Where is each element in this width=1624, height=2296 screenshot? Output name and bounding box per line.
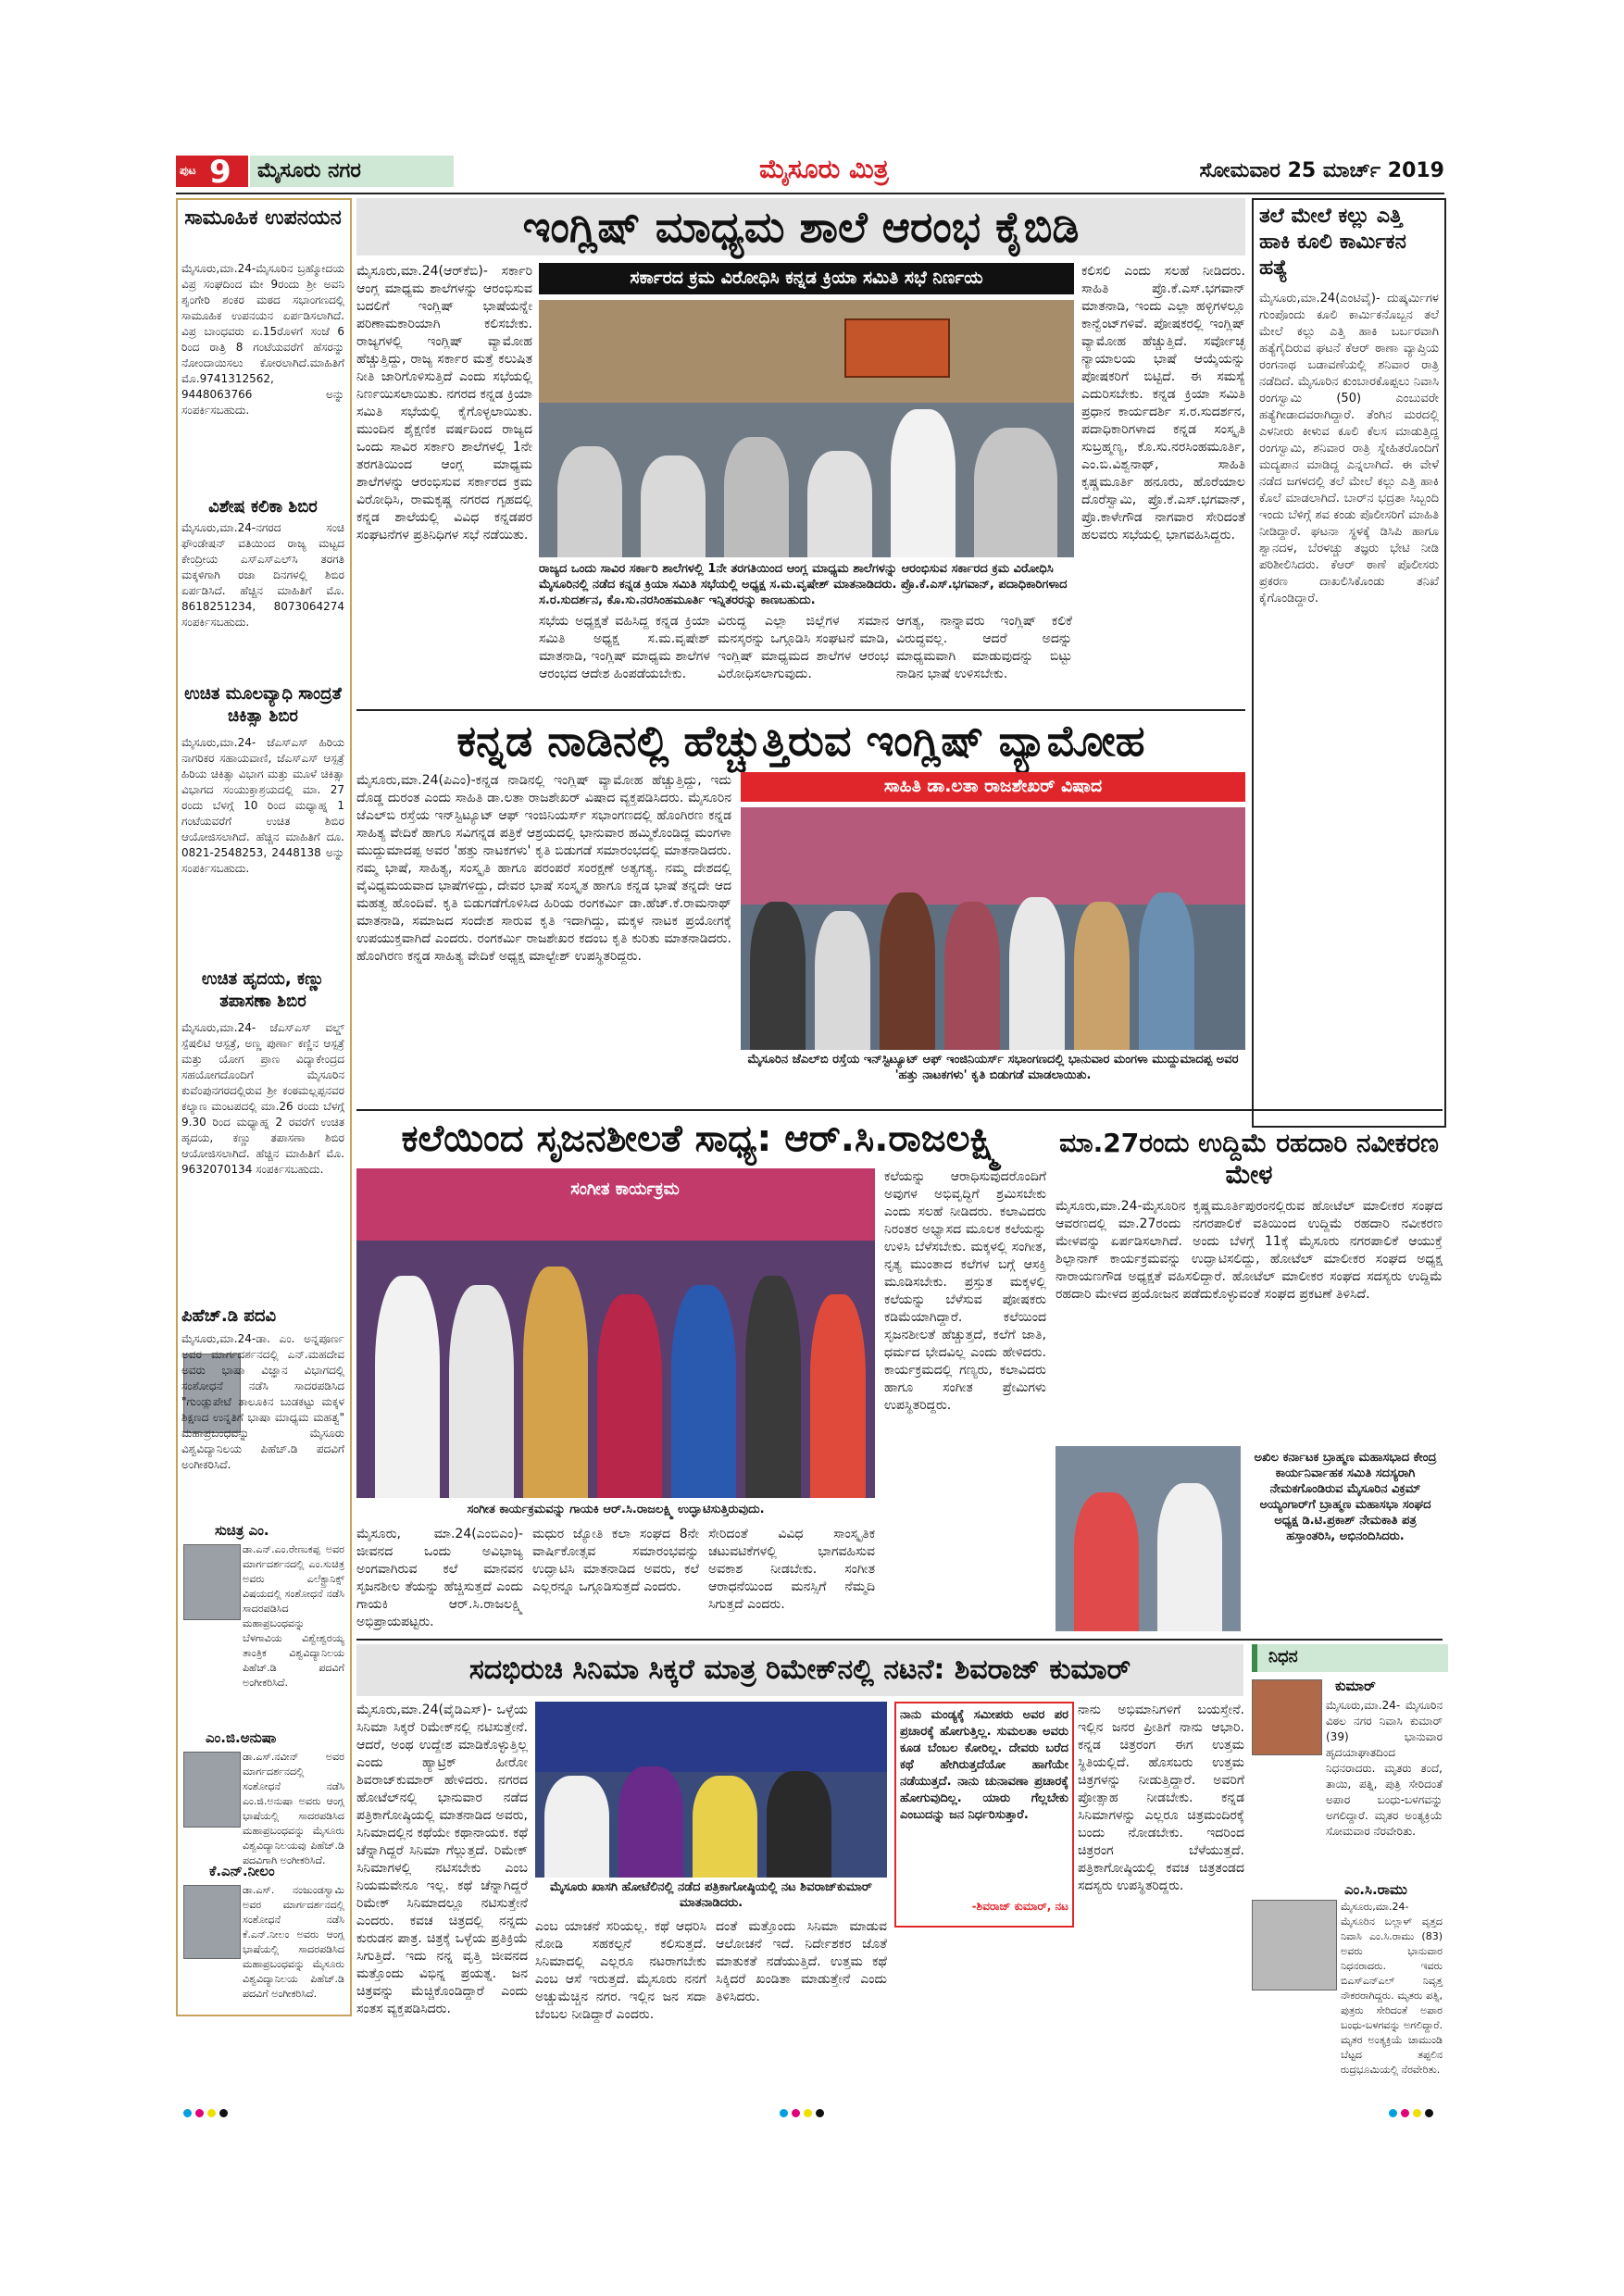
left-box5-intro: ಮೈಸೂರು,ಮಾ.24-ಡಾ. ಎಂ. ಅನ್ನಪೂರ್ಣ ಅವರ ಮಾರ್ಗದರ್ಶನದಲ್ಲಿ ಎನ್.ಮಹದೇವ ಅವರು ಭಾಷಾ ವಿಜ್ಞಾನ ವಿಭಾಗದಲ್ಲಿ ಸಂಶೋಧನೆ ನಡೆಸಿ ಸಾದರಪಡಿಸಿದ "ಗುಂಡ್ಲುಪೇಟೆ ತಾಲೂಕಿನ ಬುಡಕಟ್ಟು ಮಕ್ಕಳ ಶಿಕ್ಷಣದ ಉನ್ನತಿಗೆ ಭಾಷಾ ಮಾಧ್ಯಮ ಮಹತ್ವ" ಮಹಾಪ್ರಬಂಧವನ್ನು ಮೈಸೂರು ವಿಶ್ವವಿದ್ಯಾನಿಲಯ ಪಿಹೆಚ್.ಡಿ ಪದವಿಗೆ ಅಂಗೀಕರಿಸಿದೆ.: [181, 1332, 344, 1471]
story3-headline: ಕಲೆಯಿಂದ ಸೃಜನಶೀಲತೆ ಸಾಧ್ಯ: ಆರ್.ಸಿ.ರಾಜಲಕ್ಷ್ಮಿ: [401, 1117, 1002, 1160]
phd2-photo: [183, 1544, 241, 1620]
phd4-body: ಡಾ.ಎಸ್. ನಂಜುಂಡಸ್ವಾಮಿ ಅವರ ಮಾರ್ಗದರ್ಶನದಲ್ಲಿ ಸಂಶೋಧನೆ ನಡೆಸಿ ಕೆ.ಎನ್.ನೀಲಂ ಅವರು ಆಂಗ್ಲ ಭಾಷೆಯಲ್ಲಿ ಸಾದರಪಡಿಸಿದ ಮಹಾಪ್ರಬಂಧವನ್ನು ಮೈಸೂರು ವಿಶ್ವವಿದ್ಯಾನಿಲಯ ಪಿಹೆಚ್.ಡಿ ಪದವಿಗೆ ಅಂಗೀಕರಿಸಿದೆ.: [243, 1884, 344, 2000]
story1-col4: ಆಗತ್ಯ, ನಾನ್ನಾವರು ಇಂಗ್ಲಿಷ್ ಕಲಿಕೆ ವಿರುದ್ಧವಲ್ಲ. ಆದರೆ ಅದನ್ನು ಮಾಧ್ಯಮವಾಗಿ ಮಾಡುವುದನ್ನು ಬಿಟ್ಟು ನಾಡಿನ ಭಾಷೆ ಉಳಿಸಬೇಕು.: [896, 614, 1072, 681]
story2-photo: [741, 807, 1245, 1050]
left-box3-title: ಉಚಿತ ಮೂಲವ್ಯಾಧಿ ಸಾಂದ್ರತೆ ಚಿಕಿತ್ಸಾ ಶಿಬಿರ: [184, 684, 342, 726]
story4-red-box-text: ನಾನು ಮಂಡ್ಯಕ್ಕೆ ಸಮೀಪರು ಅವರ ಪರ ಪ್ರಚಾರಕ್ಕೆ ಹೋಗುತ್ತಿಲ್ಲ. ಸುಮಲತಾ ಅವರು ಕೂಡ ಬೆಂಬಲ ಕೋರಿಲ್ಲ. ದೇವರು ಬರೆದ ಕಥೆ ಹೇಗಿರುತ್ತದೆಯೋ ಹಾಗೆಯೇ ನಡೆಯುತ್ತದೆ. ನಾನು ಚುನಾವಣಾ ಪ್ರಚಾರಕ್ಕೆ ಹೋಗುವುದಿಲ್ಲ. ಯಾರು ಗೆಲ್ಲಬೇಕು ಎಂಬುದನ್ನು ಜನ ನಿರ್ಧರಿಸುತ್ತಾರೆ.: [900, 1708, 1068, 1822]
obit2-photo: [1252, 1900, 1337, 1990]
registration-marks-right: [1389, 2103, 1437, 2121]
left-box3-body: ಮೈಸೂರು,ಮಾ.24- ಜೆಎಸ್‌ಎಸ್ ಹಿರಿಯ ನಾಗರಿಕರ ಸಹಾಯವಾಣಿ, ಜೆಎಸ್‌ಎಸ್ ಆಸ್ಪತ್ರೆ ಹಿರಿಯ ಚಿಕಿತ್ಸಾ ವಿಭಾಗ ಮತ್ತು ಮೂಳೆ ಚಿಕಿತ್ಸಾ ವಿಭಾಗದ ಸಂಯುಕ್ತಾಶ್ರಯದಲ್ಲಿ ಮಾ. 27 ರಂದು ಬೆಳಗ್ಗೆ 10 ರಿಂದ ಮಧ್ಯಾಹ್ನ 1 ಗಂಟೆಯವರೆಗೆ ಉಚಿತ ಶಿಬಿರ ಆಯೋಜಿಸಲಾಗಿದೆ. ಹೆಚ್ಚಿನ ಮಾಹಿತಿಗೆ ದೂ. 0821-2548253, 2448138 ಅನ್ನು ಸಂಪರ್ಕಿಸಬಹುದು.: [181, 736, 344, 875]
page-label: ಪುಟ: [180, 164, 196, 177]
section-title: ಮೈಸೂರು ನಗರ: [257, 159, 361, 182]
phd3-photo: [183, 1752, 241, 1828]
sidebar2-headline: ಮಾ.27ರಂದು ಉದ್ದಿಮೆ ರಹದಾರಿ ನವೀಕರಣ ಮೇಳ: [1059, 1128, 1439, 1190]
story4-col4: ನಾನು ಅಭಿಮಾನಿಗಳಿಗೆ ಬಯಸ್ತೇನೆ. ಇಲ್ಲಿನ ಜನರ ಪ್ರೀತಿಗೆ ನಾನು ಆಭಾರಿ. ಕನ್ನಡ ಚಿತ್ರರಂಗ ಈಗ ಉತ್ತಮ ಸ್ಥಿತಿಯಲ್ಲಿದೆ. ಹೊಸಬರು ಉತ್ತಮ ಚಿತ್ರಗಳನ್ನು ನೀಡುತ್ತಿದ್ದಾರೆ. ಅವರಿಗೆ ಪ್ರೋತ್ಸಾಹ ನೀಡಬೇಕು. ಕನ್ನಡ ಸಿನಿಮಾಗಳನ್ನು ಎಲ್ಲರೂ ಚಿತ್ರಮಂದಿರಕ್ಕೆ ಬಂದು ನೋಡಬೇಕು. ಇದರಿಂದ ಚಿತ್ರರಂಗ ಬೆಳೆಯುತ್ತದೆ. ಪತ್ರಿಕಾಗೋಷ್ಠಿಯಲ್ಲಿ ಕವಚ ಚಿತ್ರತಂಡದ ಸದಸ್ಯರು ಉಪಸ್ಥಿತರಿದ್ದರು.: [1078, 1703, 1244, 1893]
obituary-box: [1252, 1644, 1443, 2090]
story1-col1: ಮೈಸೂರು,ಮಾ.24(ಆರ್‌ಕೆಬಿ)- ಸರ್ಕಾರಿ ಆಂಗ್ಲ ಮಾಧ್ಯಮ ಶಾಲೆಗಳನ್ನು ಆರಂಭಿಸುವ ಬದಲಿಗೆ ಇಂಗ್ಲಿಷ್ ಭಾಷೆಯನ್ನೇ ಪರಿಣಾಮಕಾರಿಯಾಗಿ ಕಲಿಸಬೇಕು. ರಾಜ್ಯಗಳಲ್ಲಿ ಇಂಗ್ಲಿಷ್ ವ್ಯಾಮೋಹ ಹೆಚ್ಚುತ್ತಿದ್ದು, ರಾಜ್ಯ ಸರ್ಕಾರ ಮತ್ತೆ ಕಲುಷಿತ ನೀತಿ ಜಾರಿಗೊಳಿಸುತ್ತಿದೆ ಎಂದು ಸಭೆಯಲ್ಲಿ ನಿರ್ಣಯಿಸಲಾಯಿತು. ನಗರದ ಕನ್ನಡ ಕ್ರಿಯಾ ಸಮಿತಿ ಸಭೆಯಲ್ಲಿ ಕೈಗೊಳ್ಳಲಾಯಿತು. ಮುಂದಿನ ಶೈಕ್ಷಣಿಕ ವರ್ಷದಿಂದ ರಾಜ್ಯದ ಒಂದು ಸಾವಿರ ಸರ್ಕಾರಿ ಶಾಲೆಗಳಲ್ಲಿ 1ನೇ ತರಗತಿಯಿಂದ ಆಂಗ್ಲ ಮಾಧ್ಯಮ ಶಾಲೆಗಳನ್ನು ಆರಂಭಿಸುವ ಸರ್ಕಾರದ ಕ್ರಮ ವಿರೋಧಿಸಿ, ರಾಮಕೃಷ್ಣ ನಗರದ ಗೃಹದಲ್ಲಿ ಕನ್ನಡ ಶಾಲೆಯಲ್ಲಿ ವಿವಿಧ ಕನ್ನಡಪರ ಸಂಘಟನೆಗಳ ಪ್ರತಿನಿಧಿಗಳ ಸಭೆ ನಡೆಯಿತು.: [356, 264, 532, 543]
story3-right-top: ಕಲೆಯನ್ನು ಆರಾಧಿಸುವುದರೊಂದಿಗೆ ಅವುಗಳ ಅಭಿವೃದ್ಧಿಗೆ ಶ್ರಮಿಸಬೇಕು ಎಂದು ಸಲಹೆ ನೀಡಿದರು. ಕಲಾವಿದರು ನಿರಂತರ ಅಭ್ಯಾಸದ ಮೂಲಕ ಕಲೆಯನ್ನು ಉಳಿಸಿ ಬೆಳೆಸಬೇಕು. ಮಕ್ಕಳಲ್ಲಿ ಸಂಗೀತ, ನೃತ್ಯ ಮುಂತಾದ ಕಲೆಗಳ ಬಗ್ಗೆ ಆಸಕ್ತಿ ಮೂಡಿಸಬೇಕು. ಪ್ರಸ್ತುತ ಮಕ್ಕಳಲ್ಲಿ ಕಲೆಯನ್ನು ಬೆಳೆಸುವ ಪೋಷಕರು ಕಡಿಮೆಯಾಗಿದ್ದಾರೆ. ಕಲೆಯಿಂದ ಸೃಜನಶೀಲತೆ ಹೆಚ್ಚುತ್ತದೆ, ಕಲೆಗೆ ಜಾತಿ, ಧರ್ಮದ ಭೇದವಿಲ್ಲ ಎಂದು ಹೇಳಿದರು. ಕಾರ್ಯಕ್ರಮದಲ್ಲಿ ಗಣ್ಯರು, ಕಲಾವಿದರು ಹಾಗೂ ಸಂಗೀತ ಪ್ರೇಮಿಗಳು ಉಪಸ್ಥಿತರಿದ್ದರು.: [884, 1169, 1046, 1413]
obit1-body: ಮೈಸೂರು,ಮಾ.24- ಮೈಸೂರಿನ ವಿಠಲ ನಗರ ನಿವಾಸಿ ಕುಮಾರ್ (39) ಭಾನುವಾರ ಹೃದಯಾಘಾತದಿಂದ ನಿಧನರಾದರು. ಮೃತರು ತಂದೆ, ತಾಯಿ, ಪತ್ನಿ, ಪುತ್ರಿ ಸೇರಿದಂತೆ ಅಪಾರ ಬಂಧು-ಬಳಗವನ್ನು ಅಗಲಿದ್ದಾರೆ. ಮೃತರ ಅಂತ್ಯಕ್ರಿಯೆ ಸೋಮವಾರ ನೆರವೇರಿತು.: [1326, 1699, 1443, 1838]
left-box5-title: ಪಿಹೆಚ್.ಡಿ ಪದವಿ: [181, 1306, 277, 1326]
story3-photo-caption: ಸಂಗೀತ ಕಾರ್ಯಕ್ರಮವನ್ನು ಗಾಯಕಿ ಆರ್.ಸಿ.ರಾಜಲಕ್ಷ್ಮಿ ಉದ್ಘಾಟಿಸುತ್ತಿರುವುದು.: [467, 1503, 765, 1516]
story1-headline-bar: [356, 198, 1245, 256]
left-box4-title: ಉಚಿತ ಹೃದಯ, ಕಣ್ಣು ತಪಾಸಣಾ ಶಿಬಿರ: [201, 969, 325, 1011]
obit1-name: ಕುಮಾರ್: [1335, 1678, 1376, 1694]
story4-col1: ಮೈಸೂರು,ಮಾ.24(ವೈಡಿಎಸ್)- ಒಳ್ಳೆಯ ಸಿನಿಮಾ ಸಿಕ್ಕರೆ ರಿಮೇಕ್‌ನಲ್ಲಿ ನಟಿಸುತ್ತೇನೆ. ಆದರೆ, ಅಂಥ ಉದ್ದೇಶ ಮಾಡಿಕೊಳ್ಳುತ್ತಿಲ್ಲ ಎಂದು ಹ್ಯಾಟ್ರಿಕ್ ಹೀರೋ ಶಿವರಾಜ್‌ಕುಮಾರ್ ಹೇಳಿದರು. ನಗರದ ಹೋಟೆಲ್‌ನಲ್ಲಿ ಭಾನುವಾರ ನಡೆದ ಪತ್ರಿಕಾಗೋಷ್ಠಿಯಲ್ಲಿ ಮಾತನಾಡಿದ ಅವರು, ಸಿನಿಮಾದಲ್ಲಿನ ಕಥೆಯೇ ಕಥಾನಾಯಕ. ಕಥೆ ಚೆನ್ನಾಗಿದ್ದರೆ ಸಿನಿಮಾ ಗೆಲ್ಲುತ್ತದೆ. ರಿಮೇಕ್ ಸಿನಿಮಾಗಳಲ್ಲಿ ನಟಿಸಬೇಕು ಎಂಬ ನಿಯಮವೇನೂ ಇಲ್ಲ. ಕಥೆ ಚೆನ್ನಾಗಿದ್ದರೆ ರಿಮೇಕ್ ಸಿನಿಮಾದಲ್ಲೂ ನಟಿಸುತ್ತೇನೆ ಎಂದರು. ಕವಚ ಚಿತ್ರದಲ್ಲಿ ನನ್ನದು ಕುರುಡನ ಪಾತ್ರ. ಚಿತ್ರಕ್ಕೆ ಒಳ್ಳೆಯ ಪ್ರತಿಕ್ರಿಯೆ ಸಿಗುತ್ತಿದೆ. ಇದು ನನ್ನ ವೃತ್ತಿ ಜೀವನದ ಮತ್ತೊಂದು ವಿಭಿನ್ನ ಪ್ರಯತ್ನ. ಜನ ಚಿತ್ರವನ್ನು ಮೆಚ್ಚಿಕೊಂಡಿದ್ದಾರೆ ಎಂದು ಸಂತಸ ವ್ಯಕ್ತಪಡಿಸಿದರು.: [356, 1703, 528, 2016]
phd2-name: ಸುಚಿತ್ರ ಎಂ.: [215, 1522, 269, 1539]
obituary-title: ನಿಧನ: [1268, 1647, 1298, 1666]
paper-name: ಮೈಸೂರು ಮಿತ್ರ: [759, 154, 889, 184]
story3-photo-banner: ಸಂಗೀತ ಕಾರ್ಯಕ್ರಮ: [570, 1179, 680, 1199]
story4-col2-bottom: ಎಂಬ ಯಾಚನೆ ಸರಿಯಲ್ಲ. ಕಥೆ ಆಧರಿಸಿ ನೋಡಿ ಸಹಕಲ್ಪನೆ ಕಲಿಸುತ್ತದೆ. ಸಿನಿಮಾದಲ್ಲಿ ಎಲ್ಲರೂ ನಟರಾಗಬೇಕು ಎಂಬ ಆಸೆ ಇರುತ್ತದೆ. ಮೈಸೂರು ನನಗೆ ಅಚ್ಚುಮೆಚ್ಚಿನ ನಗರ. ಇಲ್ಲಿನ ಜನ ಸದಾ ಬೆಂಬಲ ನೀಡಿದ್ದಾರೆ ಎಂದರು.: [535, 1919, 706, 2022]
story1-subhead-text: ಸರ್ಕಾರದ ಕ್ರಮ ವಿರೋಧಿಸಿ ಕನ್ನಡ ಕ್ರಿಯಾ ಸಮಿತಿ ಸಭೆ ನಿರ್ಣಯ: [630, 268, 983, 288]
story2-headline: ಕನ್ನಡ ನಾಡಿನಲ್ಲಿ ಹೆಚ್ಚುತ್ತಿರುವ ಇಂಗ್ಲಿಷ್ ವ್ಯಾಮೋಹ: [456, 716, 1145, 766]
registration-marks-center: [780, 2103, 828, 2121]
story2-subhead: [741, 772, 1245, 802]
sidebar1-body: ಮೈಸೂರು,ಮಾ.24(ಎಂಟಿವೈ)- ದುಷ್ಕರ್ಮಿಗಳ ಗುಂಪೊಂದು ಕೂಲಿ ಕಾರ್ಮಿಕನೊಬ್ಬನ ತಲೆ ಮೇಲೆ ಕಲ್ಲು ಎತ್ತಿ ಹಾಕಿ ಬರ್ಬರವಾಗಿ ಹತ್ಯೆಗೈದಿರುವ ಘಟನೆ ಕೆಆರ್ ಠಾಣಾ ವ್ಯಾಪ್ತಿಯ ರಂಗನಾಥ ಬಡಾವಣೆಯಲ್ಲಿ ಶನಿವಾರ ರಾತ್ರಿ ನಡೆದಿದೆ. ಮೈಸೂರಿನ ಕುಂಬಾರಕೊಪ್ಪಲು ನಿವಾಸಿ ರಂಗಸ್ವಾಮಿ (50) ಎಂಬುವರೇ ಹತ್ಯೆಗೀಡಾದವರಾಗಿದ್ದಾರೆ. ತೆಂಗಿನ ಮರದಲ್ಲಿ ಎಳನೀರು ಕೀಳುವ ಕೂಲಿ ಕೆಲಸ ಮಾಡುತ್ತಿದ್ದ ರಂಗಸ್ವಾಮಿ, ಶನಿವಾರ ರಾತ್ರಿ ಸ್ನೇಹಿತರೊಂದಿಗೆ ಮದ್ಯಪಾನ ಮಾಡಿದ್ದ ಎನ್ನಲಾಗಿದೆ. ಈ ವೇಳೆ ನಡೆದ ಜಗಳದಲ್ಲಿ ತಲೆ ಮೇಲೆ ಕಲ್ಲು ಎತ್ತಿ ಹಾಕಿ ಕೊಲೆ ಮಾಡಲಾಗಿದೆ. ಬಾರ್‌ನ ಭದ್ರತಾ ಸಿಬ್ಬಂದಿ ಇಂದು ಬೆಳಿಗ್ಗೆ ಶವ ಕಂಡು ಪೊಲೀಸರಿಗೆ ಮಾಹಿತಿ ನೀಡಿದ್ದಾರೆ. ಘಟನಾ ಸ್ಥಳಕ್ಕೆ ಡಿಸಿಪಿ ಹಾಗೂ ಶ್ವಾನದಳ, ಬೆರಳಚ್ಚು ತಜ್ಞರು ಭೇಟಿ ನೀಡಿ ಪರಿಶೀಲಿಸಿದರು. ಕೆಆರ್ ಠಾಣೆ ಪೊಲೀಸರು ಪ್ರಕರಣ ದಾಖಲಿಸಿಕೊಂಡು ತನಿಖೆ ಕೈಗೊಂಡಿದ್ದಾರೆ.: [1259, 292, 1439, 605]
story4-headline: ಸದಭಿರುಚಿ ಸಿನಿಮಾ ಸಿಕ್ಕರೆ ಮಾತ್ರ ರಿಮೇಕ್‌ನಲ್ಲಿ ನಟನೆ: ಶಿವರಾಜ್ ಕುಮಾರ್: [468, 1653, 1131, 1686]
story1-col5: ಕಲಿಸಲಿ ಎಂದು ಸಲಹೆ ನೀಡಿದರು. ಸಾಹಿತಿ ಪ್ರೊ.ಕೆ.ಎಸ್.ಭಗವಾನ್ ಮಾತನಾಡಿ, ಇಂದು ಎಲ್ಲಾ ಹಳ್ಳಿಗಳಲ್ಲೂ ಕಾನ್ವೆಂಟ್‌ಗಳಿವೆ. ಪೋಷಕರಲ್ಲಿ ಇಂಗ್ಲಿಷ್ ವ್ಯಾಮೋಹ ಹೆಚ್ಚುತ್ತಿದೆ. ಸರ್ವೋಚ್ಛ ನ್ಯಾಯಾಲಯ ಭಾಷೆ ಆಯ್ಕೆಯನ್ನು ಪೋಷಕರಿಗೆ ಬಿಟ್ಟಿದೆ. ಈ ಸಮಸ್ಯೆ ಎದುರಿಸಬೇಕು. ಕನ್ನಡ ಕ್ರಿಯಾ ಸಮಿತಿ ಪ್ರಧಾನ ಕಾರ್ಯದರ್ಶಿ ಸ.ರ.ಸುದರ್ಶನ, ಪದಾಧಿಕಾರಿಗಳಾದ ಕನ್ನಡ ಸಂಸ್ಕೃತಿ ಸುಬ್ರಹ್ಮಣ್ಯ, ಕೊ.ಸು.ನರಸಿಂಹಮೂರ್ತಿ, ಎಂ.ಬಿ.ವಿಶ್ವನಾಥ್, ಸಾಹಿತಿ ಕೃಷ್ಣಮೂರ್ತಿ ಹನೂರು, ಹೊರೆಯಾಲ ದೊರೆಸ್ವಾಮಿ, ಪ್ರೊ.ಕೆ.ಎಸ್.ಭಗವಾನ್, ಪ್ರೊ.ಕಾಳೇಗೌಡ ನಾಗವಾರ ಸೇರಿದಂತೆ ಹಲವರು ಸಭೆಯಲ್ಲಿ ಭಾಗವಹಿಸಿದ್ದರು.: [1081, 264, 1245, 543]
left-box2-body: ಮೈಸೂರು,ಮಾ.24-ನಗರದ ಸಂಚಿ ಫೌಂಡೇಷನ್ ವತಿಯಿಂದ ರಾಜ್ಯ ಮಟ್ಟದ ಕೇಂದ್ರೀಯ ಎಸ್‌ಎಸ್‌ಎಲ್‌ಸಿ ತರಗತಿ ಮಕ್ಕಳಿಗಾಗಿ ರಜಾ ದಿನಗಳಲ್ಲಿ ಶಿಬಿರ ಏರ್ಪಡಿಸಿದೆ. ಹೆಚ್ಚಿನ ಮಾಹಿತಿಗೆ ಮೊ. 8618251234, 8073064274 ಸಂಪರ್ಕಿಸಬಹುದು.: [181, 521, 344, 629]
story4-red-box-sign: -ಶಿವರಾಜ್ ಕುಮಾರ್, ನಟ: [971, 1900, 1068, 1913]
story1-headline: ಇಂಗ್ಲಿಷ್ ಮಾಧ್ಯಮ ಶಾಲೆ ಆರಂಭ ಕೈಬಿಡಿ: [522, 202, 1080, 252]
page-number-badge: [176, 154, 248, 191]
phd3-name: ಎಂ.ಜಿ.ಅನುಷಾ: [206, 1729, 277, 1746]
masthead: [176, 154, 1444, 191]
story3-bottom-rule: [356, 1639, 1443, 1641]
story2-photo-caption: ಮೈಸೂರಿನ ಜೆಎಲ್‌ಬಿ ರಸ್ತೆಯ ಇನ್‌ಸ್ಟಿಟ್ಯೂಟ್ ಆಫ್ ಇಂಜಿನಿಯರ್ಸ್ ಸಭಾಂಗಣದಲ್ಲಿ ಭಾನುವಾರ ಮಂಗಳಾ ಮುದ್ದುಮಾದಪ್ಪ ಅವರ 'ಹತ್ತು ನಾಟಕಗಳು' ಕೃತಿ ಬಿಡುಗಡೆ ಮಾಡಲಾಯಿತು.: [747, 1053, 1239, 1082]
story1-col3: ವಿರುದ್ಧ ಎಲ್ಲಾ ಜಿಲ್ಲೆಗಳ ಸಮಾನ ಮನಸ್ಕರನ್ನು ಒಗ್ಗೂಡಿಸಿ ಸಂಘಟನೆ ಮಾಡಿ, ಇಂಗ್ಲಿಷ್ ಮಾಧ್ಯಮದ ಶಾಲೆಗಳ ಆರಂಭ ವಿರೋಧಿಸಲಾಗುವುದು.: [718, 614, 889, 681]
story1-bottom-rule: [356, 709, 1245, 711]
obit1-photo: [1252, 1679, 1322, 1755]
story3-photo: [356, 1168, 875, 1498]
story4-red-box: [894, 1702, 1074, 1928]
registration-marks-left: [183, 2103, 231, 2121]
phd3-body: ಡಾ.ಎಸ್.ನವೀನ್ ಅವರ ಮಾರ್ಗದರ್ಶನದಲ್ಲಿ ಸಂಶೋಧನೆ ನಡೆಸಿ ಎಂ.ಜಿ.ಅನುಷಾ ಅವರು ಆಂಗ್ಲ ಭಾಷೆಯಲ್ಲಿ ಸಾದರಪಡಿಸಿದ ಮಹಾಪ್ರಬಂಧವನ್ನು ಮೈಸೂರು ವಿಶ್ವವಿದ್ಯಾನಿಲಯವು ಪಿಹೆಚ್.ಡಿ ಪದವಿಗಾಗಿ ಅಂಗೀಕರಿಸಿದೆ.: [243, 1751, 344, 1866]
story4-photo: [535, 1702, 887, 1878]
sidebar2-box: [1056, 1128, 1443, 1635]
obituary-header: [1252, 1644, 1448, 1672]
phd2-body: ಡಾ.ಎನ್.ಎಂ.ರೇಣುಕಪ್ಪ ಅವರ ಮಾರ್ಗದರ್ಶನದಲ್ಲಿ ಎಂ.ಸುಚಿತ್ರ ಅವರು ಎಲೆಕ್ಟ್ರಾನಿಕ್ಸ್ ವಿಷಯದಲ್ಲಿ ಸಂಶೋಧನೆ ನಡೆಸಿ ಸಾದರಪಡಿಸಿದ ಮಹಾಪ್ರಬಂಧವನ್ನು ಬೆಳಗಾವಿಯ ವಿಶ್ವೇಶ್ವರಯ್ಯ ತಾಂತ್ರಿಕ ವಿಶ್ವವಿದ್ಯಾನಿಲಯ ಪಿಹೆಚ್.ಡಿ ಪದವಿಗೆ ಅಂಗೀಕರಿಸಿದೆ.: [243, 1543, 344, 1689]
left-box4-body: ಮೈಸೂರು,ಮಾ.24- ಜೆಎಸ್‌ಎಸ್ ವಲ್ಡ್ ಸ್ಪೆಷಲಿಟಿ ಆಸ್ಪತ್ರೆ, ಅಣ್ಣ ಪುರ್ಣಾ ಕಣ್ಣಿನ ಆಸ್ಪತ್ರೆ ಮತ್ತು ಯೋಗ ಪ್ರಾಣ ವಿದ್ಯಾಕೇಂದ್ರದ ಸಹಯೋಗದೊಂದಿಗೆ ಮೈಸೂರಿನ ಕುವೆಂಪುನಗರದಲ್ಲಿರುವ ಶ್ರೀ ಕಂಠಮಲ್ಲಪ್ಪನವರ ಕಲ್ಯಾಣ ಮಂಟಪದಲ್ಲಿ ಮಾ.26 ರಂದು ಬೆಳಗ್ಗೆ 9.30 ರಿಂದ ಮಧ್ಯಾಹ್ನ 2 ರವರೆಗೆ ಉಚಿತ ಹೃದಯ, ಕಣ್ಣು ತಪಾಸಣಾ ಶಿಬಿರ ಆಯೋಜಿಸಲಾಗಿದೆ. ಹೆಚ್ಚಿನ ಮಾಹಿತಿಗೆ ಮೊ. 9632070134 ಸಂಪರ್ಕಿಸಬಹುದು.: [181, 1021, 344, 1176]
sidebar1-box: [1252, 198, 1446, 1128]
story1-photo: [539, 300, 1074, 557]
story4-col3-bottom: ದಂತೆ ಮತ್ತೊಂದು ಸಿನಿಮಾ ಮಾಡುವ ಆಲೋಚನೆ ಇದೆ. ನಿರ್ದೇಶಕರ ಜೊತೆ ಮಾತುಕತೆ ನಡೆಯುತ್ತಿದೆ. ಉತ್ತಮ ಕಥೆ ಸಿಕ್ಕಿದರೆ ಖಂಡಿತಾ ಮಾಡುತ್ತೇನೆ ಎಂದು ತಿಳಿಸಿದರು.: [716, 1919, 887, 2004]
left-box2-title: ವಿಶೇಷ ಕಲಿಕಾ ಶಿಬಿರ: [208, 497, 318, 517]
story3-col-a: ಮೈಸೂರು, ಮಾ.24(ಎಂಬಿಎಂ)- ಜೀವನದ ಒಂದು ಅವಿಭಾಜ್ಯ ಅಂಗವಾಗಿರುವ ಕಲೆ ಮಾನವನ ಸೃಜನಶೀಲ ತೆಯನ್ನು ಹೆಚ್ಚಿಸುತ್ತದೆ ಎಂದು ಗಾಯಕಿ ಆರ್.ಸಿ.ರಾಜಲಕ್ಷ್ಮಿ ಅಭಿಪ್ರಾಯಪಟ್ಟರು.: [356, 1527, 523, 1629]
sidebar2-photo: [1056, 1446, 1241, 1631]
story1-photo-caption: ರಾಜ್ಯದ ಒಂದು ಸಾವಿರ ಸರ್ಕಾರಿ ಶಾಲೆಗಳಲ್ಲಿ 1ನೇ ತರಗತಿಯಿಂದ ಆಂಗ್ಲ ಮಾಧ್ಯಮ ಶಾಲೆಗಳನ್ನು ಆರಂಭಿಸುವ ಸರ್ಕಾರದ ಕ್ರಮ ವಿರೋಧಿಸಿ ಮೈಸೂರಿನಲ್ಲಿ ನಡೆದ ಕನ್ನಡ ಕ್ರಿಯಾ ಸಮಿತಿ ಸಭೆಯಲ್ಲಿ ಅಧ್ಯಕ್ಷ ಸ.ಮ.ವೃಷೇಶ್ ಮಾತನಾಡಿದರು. ಪ್ರೊ.ಕೆ.ಎಸ್.ಭಗವಾನ್, ಪದಾಧಿಕಾರಿಗಳಾದ ಸ.ರ.ಸುದರ್ಶನ, ಕೊ.ಸು.ನರಸಿಂಹಮೂರ್ತಿ ಇನ್ನಿತರರನ್ನು ಕಾಣಬಹುದು.: [539, 562, 1068, 607]
sidebar2-photo-caption: ಅಖಿಲ ಕರ್ನಾಟಕ ಬ್ರಾಹ್ಮಣ ಮಹಾಸಭಾದ ಕೇಂದ್ರ ಕಾರ್ಯನಿರ್ವಾಹಕ ಸಮಿತಿ ಸದಸ್ಯರಾಗಿ ನೇಮಕಗೊಂಡಿರುವ ಮೈಸೂರಿನ ವಿಕ್ರಮ್ ಅಯ್ಯಂಗಾರ್‌ಗೆ ಬ್ರಾಹ್ಮಣ ಮಹಾಸಭಾ ಸಂಘದ ಅಧ್ಯಕ್ಷ ಡಿ.ಟಿ.ಪ್ರಕಾಶ್ ನೇಮಕಾತಿ ಪತ್ರ ಹಸ್ತಾಂತರಿಸಿ, ಅಭಿನಂದಿಸಿದರು.: [1254, 1451, 1437, 1543]
story4-photo-caption: ಮೈಸೂರು ಖಾಸಗಿ ಹೋಟೆಲಿನಲ್ಲಿ ನಡೆದ ಪತ್ರಿಕಾಗೋಷ್ಠಿಯಲ್ಲಿ ನಟ ಶಿವರಾಜ್‌ಕುಮಾರ್ ಮಾತನಾಡಿದರು.: [549, 1880, 873, 1910]
phd4-photo: [183, 1885, 241, 1959]
story2-subhead-text: ಸಾಹಿತಿ ಡಾ.ಲತಾ ರಾಜಶೇಖರ್ ವಿಷಾದ: [883, 776, 1103, 796]
page-number: 9: [209, 154, 231, 191]
issue-date: ಸೋಮವಾರ 25 ಮಾರ್ಚ್ 2019: [1199, 159, 1444, 182]
left-box1-title: ಸಾಮೂಹಿಕ ಉಪನಯನ: [184, 206, 342, 230]
obit2-body: ಮೈಸೂರು,ಮಾ.24- ಮೈಸೂರಿನ ಬಲ್ಲಾಳ್ ವೃತ್ತದ ನಿವಾಸಿ ಎಂ.ಸಿ.ರಾಮು (83) ಅವರು ಭಾನುವಾರ ನಿಧನರಾದರು. ಇವರು ಬಿಎಸ್‌ಎನ್‌ಎಲ್ ನಿವೃತ್ತ ನೌಕರರಾಗಿದ್ದರು. ಮೃತರು ಪತ್ನಿ, ಪುತ್ರರು ಸೇರಿದಂತೆ ಅಪಾರ ಬಂಧು-ಬಳಗವನ್ನು ಅಗಲಿದ್ದಾರೆ. ಮೃತರ ಅಂತ್ಯಕ್ರಿಯೆ ಚಾಮುಂಡಿ ಬೆಟ್ಟದ ತಪ್ಪಲಿನ ರುದ್ರಭೂಮಿಯಲ್ಲಿ ನೆರವೇರಿತು.: [1341, 1901, 1443, 2076]
story1-col2: ಸಭೆಯ ಅಧ್ಯಕ್ಷತೆ ವಹಿಸಿದ್ದ ಕನ್ನಡ ಕ್ರಿಯಾ ಸಮಿತಿ ಅಧ್ಯಕ್ಷ ಸ.ಮ.ವೃಷೇಶ್ ಮಾತನಾಡಿ, ಇಂಗ್ಲಿಷ್ ಮಾಧ್ಯಮ ಶಾಲೆಗಳ ಆರಂಭದ ಆದೇಶ ಹಿಂಪಡೆಯಬೇಕು.: [539, 614, 710, 681]
section-tab: [250, 156, 454, 187]
sidebar2-body: ಮೈಸೂರು,ಮಾ.24-ಮೈಸೂರಿನ ಕೃಷ್ಣಮೂರ್ತಿಪುರಂನಲ್ಲಿರುವ ಹೋಟೆಲ್ ಮಾಲೀಕರ ಸಂಘದ ಆವರಣದಲ್ಲಿ ಮಾ.27ರಂದು ನಗರಪಾಲಿಕೆ ವತಿಯಿಂದ ಉದ್ದಿಮೆ ರಹದಾರಿ ನವೀಕರಣ ಮೇಳವನ್ನು ಏರ್ಪಡಿಸಲಾಗಿದೆ. ಅಂದು ಬೆಳಗ್ಗೆ 11ಕ್ಕೆ ಮೈಸೂರು ನಗರಪಾಲಿಕೆ ಆಯುಕ್ತೆ ಶಿಲ್ಪಾನಾಗ್ ಕಾರ್ಯಕ್ರಮವನ್ನು ಉದ್ಘಾಟಿಸಲಿದ್ದು, ಹೋಟೆಲ್ ಮಾಲೀಕರ ಸಂಘದ ಅಧ್ಯಕ್ಷ ನಾರಾಯಣಗೌಡ ಅಧ್ಯಕ್ಷತೆ ವಹಿಸಲಿದ್ದಾರೆ. ಹೋಟೆಲ್ ಮಾಲೀಕರ ಸಂಘದ ಸದಸ್ಯರು ಉದ್ದಿಮೆ ರಹದಾರಿ ಮೇಳದ ಪ್ರಯೋಜನ ಪಡೆದುಕೊಳ್ಳುವಂತೆ ಸಂಘದ ಪ್ರಕಟಣೆ ತಿಳಿಸಿದೆ.: [1056, 1199, 1443, 1302]
banner-board: [844, 318, 950, 378]
obit2-name: ಎಂ.ಸಿ.ರಾಮು: [1344, 1881, 1407, 1898]
phd4-name: ಕೆ.ಎನ್.ನೀಲಂ: [209, 1863, 275, 1879]
sidebar1-headline: ತಲೆ ಮೇಲೆ ಕಲ್ಲು ಎತ್ತಿ ಹಾಕಿ ಕೂಲಿ ಕಾರ್ಮಿಕನ ಹತ್ಯೆ: [1259, 205, 1406, 280]
story3-col-b: ಮಧುರ ಜ್ಯೋತಿ ಕಲಾ ಸಂಘದ 8ನೇ ವಾರ್ಷಿಕೋತ್ಸವ ಸಮಾರಂಭವನ್ನು ಉದ್ಘಾಟಿಸಿ ಮಾತನಾಡಿದ ಅವರು, ಕಲೆ ಎಲ್ಲರನ್ನೂ ಒಗ್ಗೂಡಿಸುತ್ತದೆ ಎಂದರು.: [532, 1527, 699, 1594]
left-column: [176, 198, 352, 2016]
story4-headline-bar: [356, 1644, 1243, 1696]
story1-subhead: [539, 263, 1074, 294]
masthead-rule: [176, 193, 1444, 194]
story2-bottom-rule: [356, 1109, 1443, 1111]
story3-col-c: ಸೇರಿದಂತೆ ವಿವಿಧ ಸಾಂಸ್ಕೃತಿಕ ಚಟುವಟಿಕೆಗಳಲ್ಲಿ ಭಾಗವಹಿಸುವ ಅವಕಾಶ ನೀಡಬೇಕು. ಸಂಗೀತ ಆರಾಧನೆಯಿಂದ ಮನಸ್ಸಿಗೆ ನೆಮ್ಮದಿ ಸಿಗುತ್ತದೆ ಎಂದರು.: [708, 1527, 875, 1612]
story2-body: ಮೈಸೂರು,ಮಾ.24(ಪಿಎಂ)-ಕನ್ನಡ ನಾಡಿನಲ್ಲಿ ಇಂಗ್ಲಿಷ್ ವ್ಯಾಮೋಹ ಹೆಚ್ಚುತ್ತಿದ್ದು, ಇದು ದೊಡ್ಡ ದುರಂತ ಎಂದು ಸಾಹಿತಿ ಡಾ.ಲತಾ ರಾಜಶೇಖರ್ ವಿಷಾದ ವ್ಯಕ್ತಪಡಿಸಿದರು. ಮೈಸೂರಿನ ಜೆಎಲ್‌ಬಿ ರಸ್ತೆಯ ಇನ್‌ಸ್ಟಿಟ್ಯೂಟ್ ಆಫ್ ಇಂಜಿನಿಯರ್ಸ್ ಸಭಾಂಗಣದಲ್ಲಿ ಹೊಂಗಿರಣ ಕನ್ನಡ ಸಾಹಿತ್ಯ ವೇದಿಕೆ ಹಾಗೂ ಸವಿಗನ್ನಡ ಪತ್ರಿಕೆ ಆಶ್ರಯದಲ್ಲಿ ಭಾನುವಾರ ಹಮ್ಮಿಕೊಂಡಿದ್ದ ಮಂಗಳಾ ಮುದ್ದುಮಾದಪ್ಪ ಅವರ 'ಹತ್ತು ನಾಟಕಗಳು' ಕೃತಿ ಬಿಡುಗಡೆ ಸಮಾರಂಭದಲ್ಲಿ ಮಾತನಾಡಿದರು. ನಮ್ಮ ಭಾಷೆ, ಸಾಹಿತ್ಯ, ಸಂಸ್ಕೃತಿ ಹಾಗೂ ಪರಂಪರೆ ಸಂರಕ್ಷಣೆ ಅತ್ಯಗತ್ಯ. ನಮ್ಮ ದೇಶದಲ್ಲಿ ವೈವಿಧ್ಯಮಯವಾದ ಭಾಷೆಗಳಿದ್ದು, ದೇವರ ಭಾಷೆ ಸಂಸ್ಕೃತ ಹಾಗೂ ಕನ್ನಡ ಭಾಷೆ ತನ್ನದೇ ಆದ ಮಹತ್ವ ಹೊಂದಿವೆ. ಕೃತಿ ಬಿಡುಗಡೆಗೊಳಿಸಿದ ಹಿರಿಯ ರಂಗಕರ್ಮಿ ಡಾ.ಹೆಚ್.ಕೆ.ರಾಮನಾಥ್ ಮಾತನಾಡಿ, ಸಮಾಜದ ಸಂದೇಶ ಸಾರುವ ಕೃತಿ ಇದಾಗಿದ್ದು, ಮಕ್ಕಳ ನಾಟಕ ಪ್ರಯೋಗಕ್ಕೆ ಉಪಯುಕ್ತವಾಗಿದೆ ಎಂದರು. ರಂಗಕರ್ಮಿ ರಾಜಶೇಖರ ಕದಂಬ ಕೃತಿ ಕುರಿತು ಮಾತನಾಡಿದರು. ಹೊಂಗಿರಣ ಕನ್ನಡ ಸಾಹಿತ್ಯ ವೇದಿಕೆ ಅಧ್ಯಕ್ಷ ಮಾಲ್ಟೇಶ್ ಉಪಸ್ಥಿತರಿದ್ದರು.: [356, 773, 731, 964]
left-box1-body: ಮೈಸೂರು,ಮಾ.24-ಮೈಸೂರಿನ ಬ್ರಹ್ಮೋದಯ ವಿಪ್ರ ಸಂಘದಿಂದ ಮೇ 9ರಂದು ಶ್ರೀ ಅವನಿ ಶೃಂಗೇರಿ ಶಂಕರ ಮಠದ ಸಭಾಂಗಣದಲ್ಲಿ ಸಾಮೂಹಿಕ ಉಪನಯನ ಏರ್ಪಡಿಸಲಾಗಿದೆ. ವಿಪ್ರ ಬಾಂಧವರು ಏ.15ರೊಳಗೆ ಸಂಜೆ 6 ರಿಂದ ರಾತ್ರಿ 8 ಗಂಟೆಯವರೆಗೆ ಹೆಸರನ್ನು ನೋಂದಾಯಿಸಲು ಕೋರಲಾಗಿದೆ.ಮಾಹಿತಿಗೆ ಮೊ.9741312562, 9448063766 ಅನ್ನು ಸಂಪರ್ಕಿಸಬಹುದು.: [181, 262, 344, 417]
